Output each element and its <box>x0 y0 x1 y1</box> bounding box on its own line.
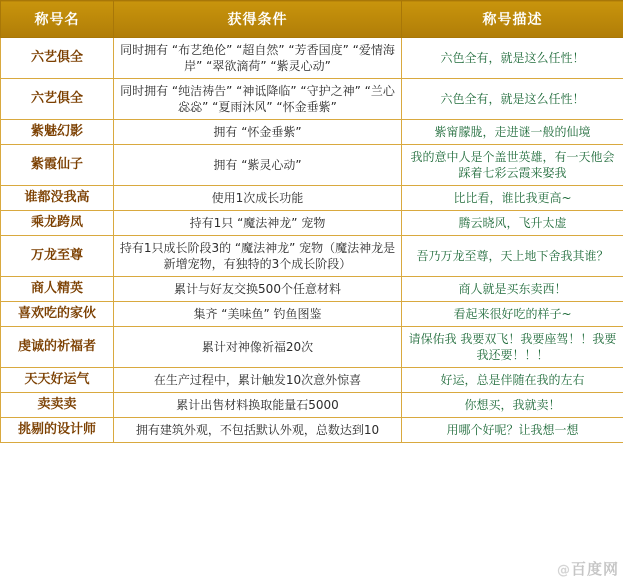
table-row <box>1 302 623 327</box>
title-name: 商人精英 <box>1 277 114 302</box>
title-name: 喜欢吃的家伙 <box>1 302 114 327</box>
table-row <box>1 38 623 79</box>
title-description: 六色全有，就是这么任性！ <box>402 79 623 120</box>
table-row <box>1 186 623 211</box>
title-condition: 累计对神像祈福20次 <box>114 327 402 368</box>
title-description: 你想买，我就卖！ <box>402 393 623 418</box>
title-condition: 集齐 “美味鱼” 钓鱼图鉴 <box>114 302 402 327</box>
title-condition: 拥有建筑外观，不包括默认外观，总数达到10 <box>114 418 402 443</box>
table-row <box>1 145 623 186</box>
title-description: 用哪个好呢？让我想一想 <box>402 418 623 443</box>
table-row <box>1 236 623 277</box>
title-name: 卖卖卖 <box>1 393 114 418</box>
title-condition: 在生产过程中，累计触发10次意外惊喜 <box>114 368 402 393</box>
title-name: 乘龙跨凤 <box>1 211 114 236</box>
table-header <box>1 1 623 38</box>
title-description: 请保佑我 我要双飞！我要座驾！！我要我还要！！！ <box>402 327 623 368</box>
table-body <box>1 38 623 443</box>
title-description: 商人就是买东卖西！ <box>402 277 623 302</box>
title-name: 天天好运气 <box>1 368 114 393</box>
title-condition: 同时拥有 “纯洁祷告” “神诋降临” “守护之神” “兰心惢惢” “夏雨沐风” “怀金垂紫” <box>114 79 402 120</box>
watermark <box>557 558 619 579</box>
title-condition: 累计出售材料换取能量石5000 <box>114 393 402 418</box>
column-header-condition: 获得条件 <box>114 1 402 38</box>
title-condition: 累计与好友交换500个任意材料 <box>114 277 402 302</box>
title-name: 谁都没我高 <box>1 186 114 211</box>
title-name: 紫魅幻影 <box>1 120 114 145</box>
title-condition: 拥有 “紫灵心动” <box>114 145 402 186</box>
title-name: 六艺俱全 <box>1 38 114 79</box>
title-name: 六艺俱全 <box>1 79 114 120</box>
title-name: 紫霞仙子 <box>1 145 114 186</box>
table-row <box>1 418 623 443</box>
title-description: 我的意中人是个盖世英雄，有一天他会踩着七彩云霞来娶我 <box>402 145 623 186</box>
title-description: 吾乃万龙至尊，天上地下舍我其谁？ <box>402 236 623 277</box>
column-header-description: 称号描述 <box>402 1 623 38</box>
table-row <box>1 120 623 145</box>
title-description: 好运，总是伴随在我的左右 <box>402 368 623 393</box>
table-row <box>1 211 623 236</box>
table-row <box>1 79 623 120</box>
title-name: 万龙至尊 <box>1 236 114 277</box>
title-condition: 持有1只成长阶段3的 “魔法神龙” 宠物（魔法神龙是新增宠物，有独特的3个成长阶段） <box>114 236 402 277</box>
table-row <box>1 368 623 393</box>
table-row <box>1 327 623 368</box>
watermark-text: 百度网 <box>570 560 619 578</box>
title-description: 比比看，谁比我更高~ <box>402 186 623 211</box>
title-name: 虔诚的祈福者 <box>1 327 114 368</box>
title-name: 挑剔的设计师 <box>1 418 114 443</box>
watermark-prefix: @ <box>556 563 571 578</box>
title-condition: 同时拥有 “布艺绝伦” “超自然” “芳香国度” “爱情海岸” “翠欲滴荷” “紫灵心动” <box>114 38 402 79</box>
title-description: 腾云晓风，飞升太虚 <box>402 211 623 236</box>
table-row <box>1 393 623 418</box>
table-header-row <box>1 1 623 38</box>
column-header-name: 称号名 <box>1 1 114 38</box>
title-condition: 使用1次成长功能 <box>114 186 402 211</box>
title-description: 看起来很好吃的样子~ <box>402 302 623 327</box>
title-description: 六色全有，就是这么任性！ <box>402 38 623 79</box>
title-condition: 持有1只 “魔法神龙” 宠物 <box>114 211 402 236</box>
title-description: 紫甯朦胧，走进谜一般的仙境 <box>402 120 623 145</box>
title-condition: 拥有 “怀金垂紫” <box>114 120 402 145</box>
table-row <box>1 277 623 302</box>
